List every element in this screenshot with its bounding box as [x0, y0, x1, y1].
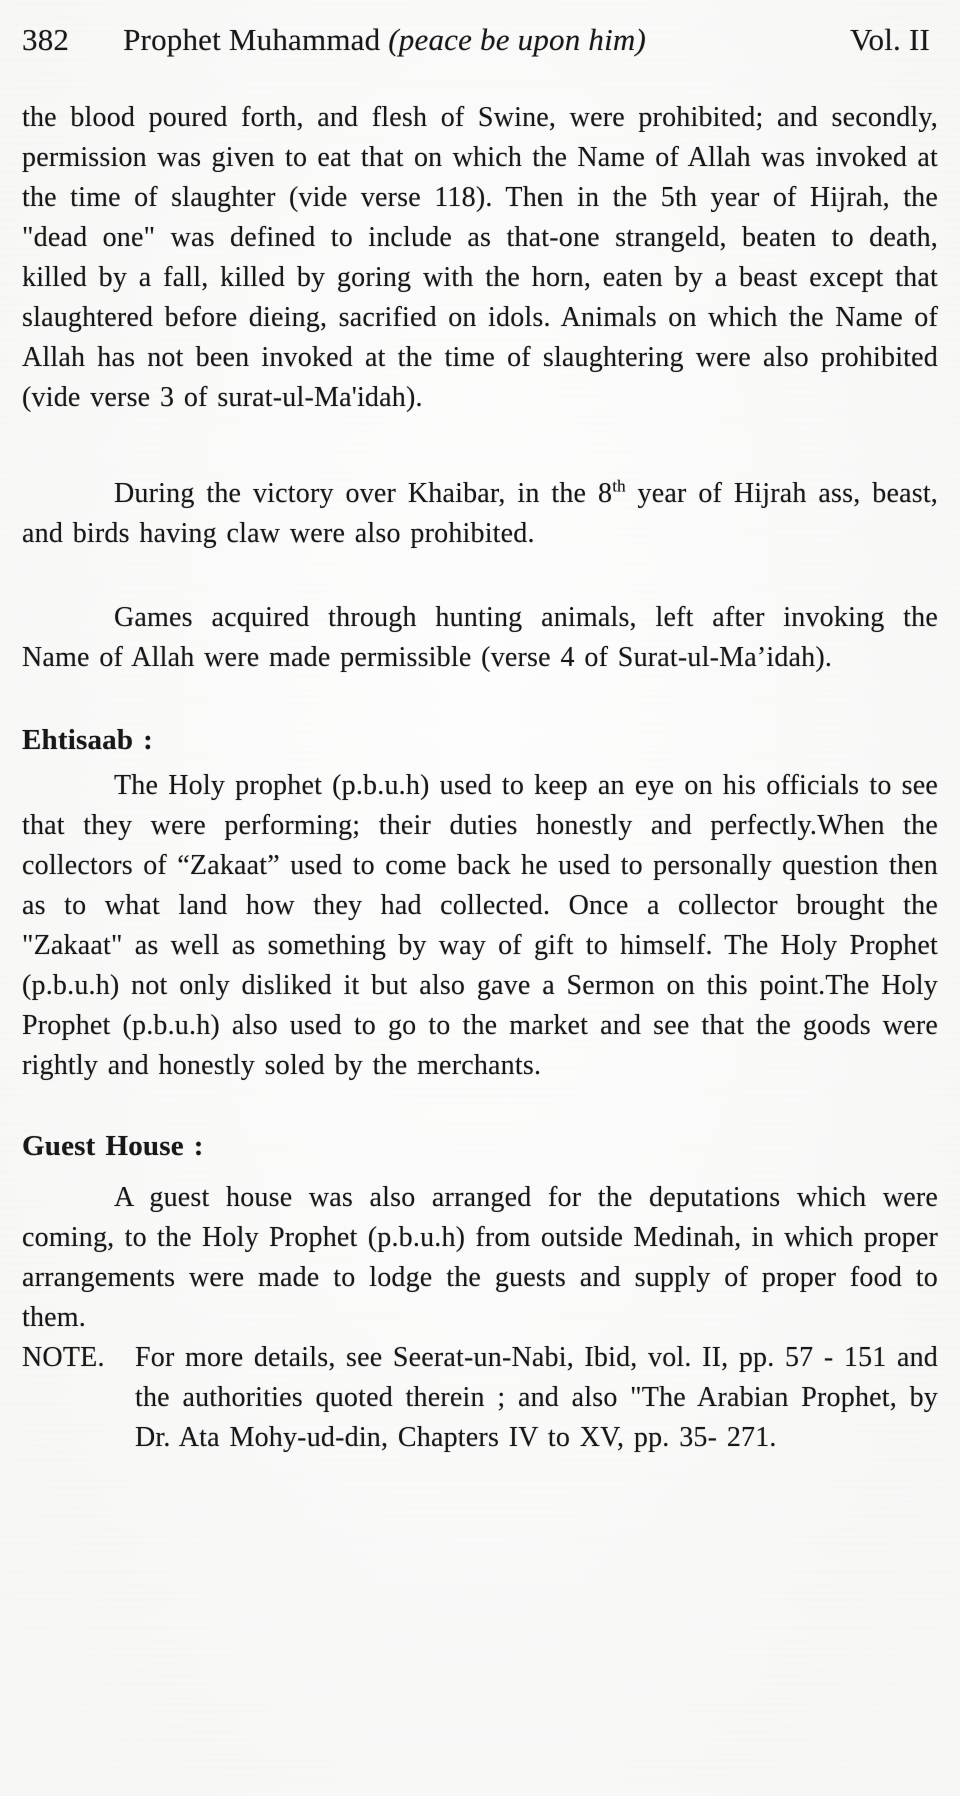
book-title: [123, 20, 646, 60]
note-block: [22, 1338, 938, 1458]
paragraph-dietary-laws: the blood poured forth, and flesh of Swine, were prohibited; and secondly, permission was given to eat that on which the Name of Allah was invoked at the time of slaughter (vide verse 118). Then in the 5th year of Hijrah, the "dead one" was defined to include as that-one strangeld, beaten to death, killed by a fall, killed by goring with the horn, eaten by a beast except that slaughtered before dieing, sacrified on idols. Animals on which the Name of Allah has not been invoked at the time of slaughtering were also prohibited (vide verse 3 of surat-ul-Ma'idah).: [22, 102, 938, 413]
paragraph-guest-house: A guest house was also arranged for the deputations which were coming, to the Holy Prophet (p.b.u.h) from outside Medinah, in which proper arrangements were made to lodge the guests and supply of proper food to them.: [22, 1182, 938, 1333]
heading-guest-house: Guest House :: [22, 1130, 204, 1162]
paragraph-khaibar-end: year of Hijrah ass, beast, and birds having claw were also prohibited.: [22, 478, 938, 549]
note-text: For more details, see Seerat-un-Nabi, Ibid, vol. II, pp. 57 - 151 and the authorities quoted therein ; and also "The Arabian Prophet, by Dr. Ata Mohy-ud-din, Chapters IV to XV, pp. 35- 271.: [135, 1342, 938, 1453]
paragraph-khaibar: [22, 474, 938, 554]
note-label: NOTE.: [22, 1342, 105, 1373]
paragraph-hunting: Games acquired through hunting animals, left after invoking the Name of Allah were made permissible (verse 4 of Surat-ul-Ma’idah).: [22, 602, 938, 673]
heading-ehtisaab: Ehtisaab :: [22, 724, 154, 756]
book-title-italic: (peace be upon him): [388, 22, 646, 57]
book-title-normal: Prophet Muhammad: [123, 22, 389, 57]
page-body: [22, 98, 938, 1458]
page-number: 382: [22, 22, 70, 57]
paragraph-khaibar-start: During the victory over Khaibar, in the 8: [114, 478, 613, 509]
volume-label: Vol. II: [849, 22, 930, 57]
paragraph-ehtisaab: The Holy prophet (p.b.u.h) used to keep an eye on his officials to see that they were performing; their duties honestly and perfectly.When the collectors of “Zakaat” used to come back he used to personally question then as to what land how they had collected. Once a collector brought the "Zakaat" as well as something by way of gift to himself. The Holy Prophet (p.b.u.h) not only disliked it but also gave a Sermon on this point.The Holy Prophet (p.b.u.h) also used to go to the market and see that the goods were rightly and honestly soled by the merchants.: [22, 770, 938, 1081]
ordinal-superscript: th: [612, 476, 626, 496]
page-header: [22, 20, 938, 60]
